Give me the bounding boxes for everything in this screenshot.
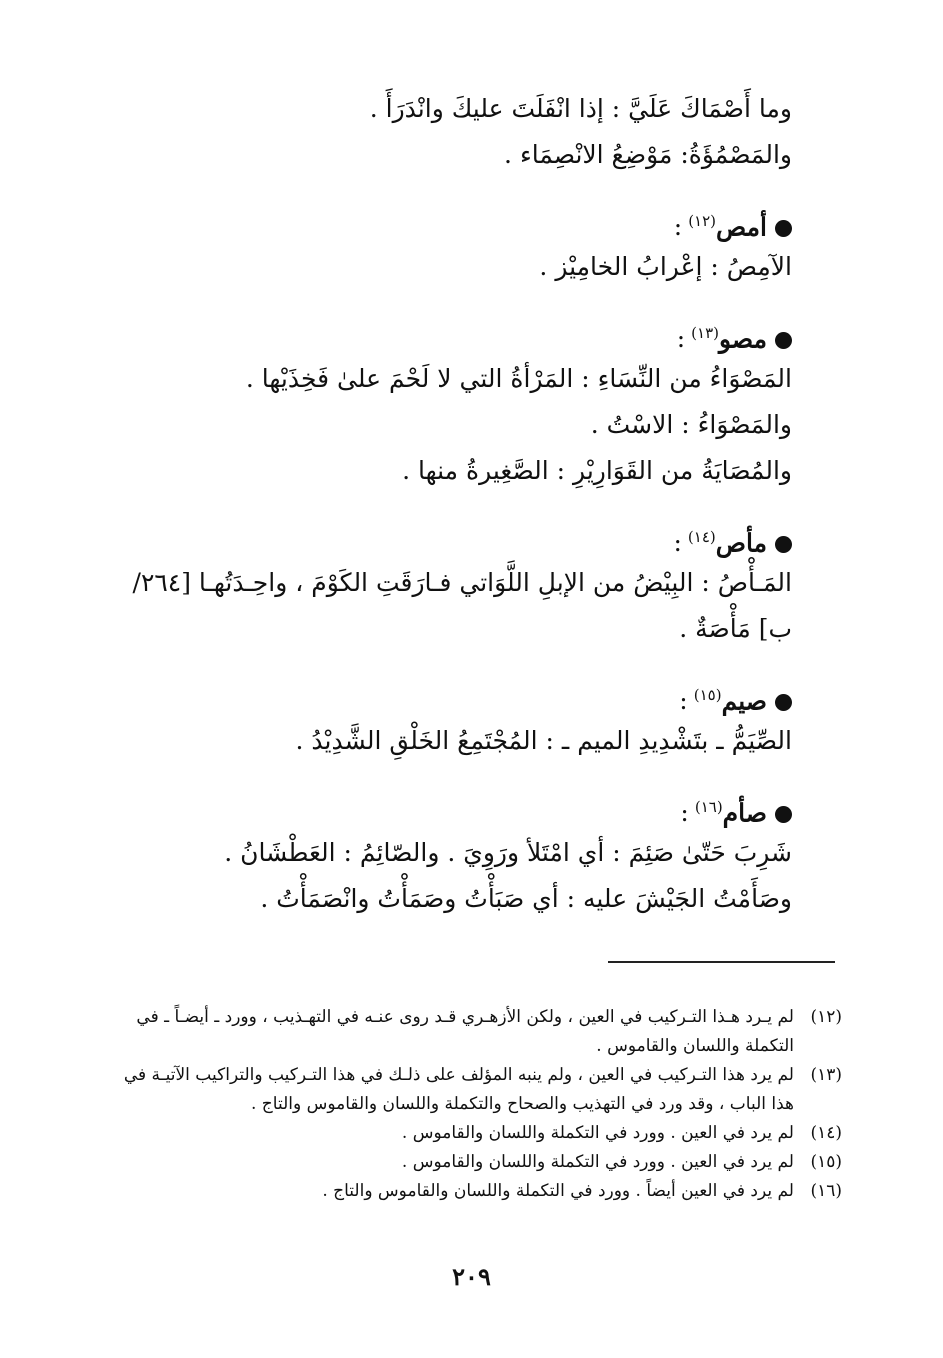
footnote-ref: (١٤) — [687, 528, 716, 546]
entry-heading — [110, 514, 792, 560]
footnote-text: لم يرد في العين أيضاً . وورد في التكملة واللسان والقاموس والتاج . — [322, 1181, 794, 1201]
footnote-ref: (١٣) — [691, 324, 719, 342]
footnote-text: لم يـرد هـذا التـركيب في العين ، ولكن الأزهـري قـد روى عنـه في التهـذيب ، وورد ـ أيضـاً ـ في التكملة واللسان والقاموس . — [136, 1007, 794, 1056]
heading-colon: : — [673, 212, 683, 242]
entry-heading — [110, 784, 792, 830]
footnote-number: (١٥) — [810, 1152, 842, 1172]
root-word: مأص — [715, 528, 767, 558]
definition-line: وصَأَمْتُ الجَيْشَ عليه : أي صَبَأْتُ وصَمَأْتُ وانْصَمَأْتُ . — [260, 884, 792, 913]
page-number: ٢٠٩ — [452, 1262, 491, 1291]
main-text — [110, 86, 792, 922]
bullet-icon — [775, 332, 792, 349]
footnote — [118, 1148, 842, 1177]
root-word: أمص — [716, 212, 767, 242]
footnote-text: لم يرد في العين . وورد في التكملة واللسان والقاموس . — [401, 1123, 794, 1143]
entry-maas — [110, 514, 792, 652]
footnote — [118, 1061, 842, 1119]
entry-saam — [110, 784, 792, 922]
footnote-number: (١٦) — [810, 1181, 842, 1201]
bullet-icon — [775, 806, 792, 823]
entry-saym — [110, 672, 792, 764]
entry-heading — [110, 672, 792, 718]
definition-line: والمَصْوَاءُ : الاسْتُ . — [590, 410, 792, 439]
footnote — [118, 1119, 842, 1148]
entry-heading — [110, 198, 792, 244]
footnote-ref: (١٢) — [688, 212, 717, 230]
footnotes — [118, 1003, 842, 1206]
footnote — [118, 1003, 842, 1061]
root-word: صيم — [721, 686, 767, 716]
definition-line: والمُصَايَةُ من القَوَارِيْرِ : الصَّغِيرةُ منها . — [402, 456, 792, 485]
definition-line: المَصْوَاءُ من النِّسَاءِ : المَرْأةُ التي لا لَحْمَ علىٰ فَخِذَيْها . — [245, 364, 792, 393]
bullet-icon — [775, 220, 792, 237]
entry-heading — [110, 310, 792, 356]
footnote-number: (١٣) — [810, 1065, 842, 1085]
footnote-text: لم يرد في العين . وورد في التكملة واللسان والقاموس . — [401, 1152, 794, 1172]
intro-line: والمَصْمُؤَةُ: مَوْضِعُ الانْصِمَاء . — [504, 140, 792, 169]
definition-line: الصِّيَمُّ ـ بتَشْدِيدِ الميم ـ : المُجْتَمِعُ الخَلْقِ الشَّدِيْدُ . — [295, 726, 792, 755]
heading-colon: : — [680, 798, 689, 828]
heading-colon: : — [673, 528, 682, 558]
entry-amas — [110, 198, 792, 290]
definition-line: المَـأْصُ : البِيْضُ من الإبلِ اللَّوَاتي فـارَقَتِ الكَوْمَ ، واحِـدَتُهـا [٢٦٤/ب] مَأْصَةٌ . — [132, 568, 792, 643]
bullet-icon — [775, 536, 792, 553]
definition-line: شَرِبَ حَتّىٰ صَئِمَ : أي امْتَلأ ورَوِيَ . والصّائِمُ : العَطْشَانُ . — [224, 838, 792, 867]
footnote — [118, 1177, 842, 1206]
root-word: مصو — [719, 324, 767, 354]
footnote-ref: (١٦) — [694, 798, 723, 816]
footnote-number: (١٢) — [810, 1007, 842, 1027]
footnote-number: (١٤) — [810, 1123, 842, 1143]
heading-colon: : — [679, 686, 688, 716]
bullet-icon — [775, 694, 792, 711]
footnote-ref: (١٥) — [693, 686, 722, 704]
definition-line: الآمِصُ : إعْرابُ الخامِيْز . — [539, 252, 792, 281]
heading-colon: : — [676, 324, 686, 354]
footnote-text: لم يرد هذا التـركيب في العين ، ولم ينبه المؤلف على ذلـك في هذا التـركيب والتراكيب الآتيـة في هذا الباب ، وقد ورد في التهذيب والصحاح والتكملة واللسان والقاموس والتاج . — [123, 1065, 794, 1114]
footnote-divider — [608, 961, 835, 963]
intro-line: وما أَصْمَاكَ عَلَيَّ : إذا انْفَلَتَ عليكَ وانْدَرَأَ . — [369, 94, 792, 123]
entry-masw — [110, 310, 792, 494]
root-word: صأم — [722, 798, 767, 828]
